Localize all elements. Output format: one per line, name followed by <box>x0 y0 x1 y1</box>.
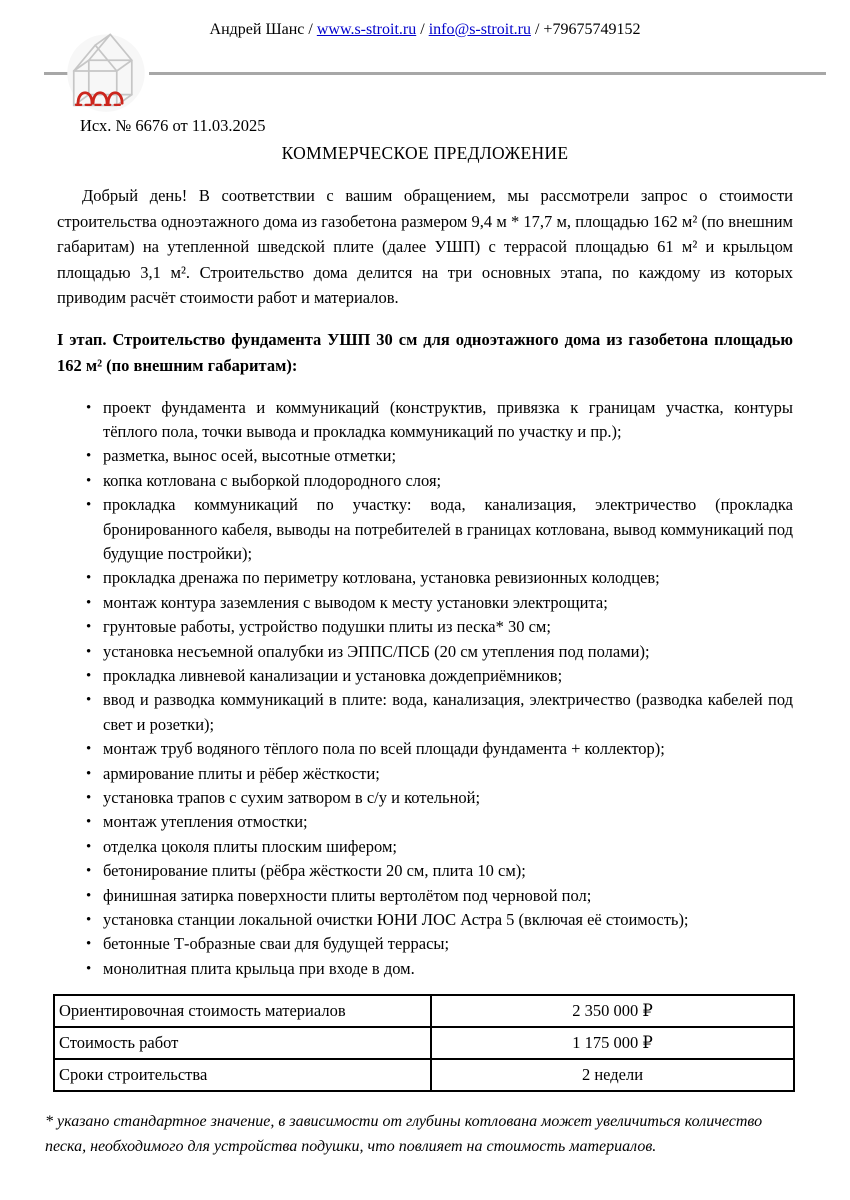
stage-1-heading: I этап. Строительство фундамента УШП 30 см для одноэтажного дома из газобетона площадью 162 м² (по внешним габаритам): <box>57 330 793 375</box>
cost-row-label: Стоимость работ <box>54 1027 431 1059</box>
cost-row-value: 1 175 000 ₽ <box>431 1027 794 1059</box>
list-item: • монтаж контура заземления с выводом к месту установки электрощита; <box>103 591 793 615</box>
list-item: • монтаж утепления отмостки; <box>103 810 793 834</box>
house-wireframe-icon <box>64 28 148 114</box>
list-item: • монтаж труб водяного тёплого пола по всей площади фундамента + коллектор); <box>103 737 793 761</box>
intro-paragraph: Добрый день! В соответствии с вашим обращением, мы рассмотрели запрос о стоимости строительства одноэтажного дома из газобетона размером 9,4 м * 17,7 м, площадью 162 м² (по внешним габаритам) на утепленной шведской плите (далее УШП) с террасой площадью 61 м² и крыльцом площадью 3,1 м². Строительство дома делится на три основных этапа, по каждому из которых приводим расчёт стоимости работ и материалов. <box>57 186 793 307</box>
company-logo <box>64 28 148 114</box>
separator: / <box>416 21 429 38</box>
separator: / <box>304 21 317 38</box>
list-item: • грунтовые работы, устройство подушки плиты из песка* 30 см; <box>103 615 793 639</box>
cost-row-value: 2 350 000 ₽ <box>431 995 794 1027</box>
list-item: • установка трапов с сухим затвором в с/у и котельной; <box>103 786 793 810</box>
list-item: • установка несъемной опалубки из ЭППС/ПСБ (20 см утепления под полами); <box>103 640 793 664</box>
list-item: • копка котлована с выборкой плодородного слоя; <box>103 469 793 493</box>
cost-row-label: Ориентировочная стоимость материалов <box>54 995 431 1027</box>
table-row <box>54 1059 794 1091</box>
list-item: • финишная затирка поверхности плиты вертолётом под черновой пол; <box>103 884 793 908</box>
table-row <box>54 995 794 1027</box>
list-item: • бетонирование плиты (рёбра жёсткости 20 см, плита 10 см); <box>103 859 793 883</box>
contact-name: Андрей Шанс <box>209 21 305 38</box>
list-item: • установка станции локальной очистки ЮНИ ЛОС Астра 5 (включая её стоимость); <box>103 908 793 932</box>
cost-summary-table <box>53 994 795 1092</box>
list-item: • прокладка коммуникаций по участку: вода, канализация, электричество (прокладка бронированного кабеля, выводы на потребителей в границах котлована, вывод коммуникаций под будущие постройки); <box>103 493 793 566</box>
list-item: • проект фундамента и коммуникаций (конструктив, привязка к границам участка, контуры тёплого пола, точки вывода и прокладка коммуникаций по участку и пр.); <box>103 396 793 445</box>
list-item: • отделка цоколя плиты плоским шифером; <box>103 835 793 859</box>
list-item: • монолитная плита крыльца при входе в дом. <box>103 957 793 981</box>
separator: / <box>530 21 544 38</box>
document-body <box>45 116 793 1159</box>
phone-number: +79675749152 <box>543 21 641 38</box>
outgoing-ref-line: Исх. № 6676 от 11.03.2025 <box>80 116 266 135</box>
list-item: • бетонные Т-образные сваи для будущей террасы; <box>103 932 793 956</box>
list-item: • прокладка ливневой канализации и установка дождеприёмников; <box>103 664 793 688</box>
cost-row-value: 2 недели <box>431 1059 794 1091</box>
list-item: • разметка, вынос осей, высотные отметки; <box>103 444 793 468</box>
list-item: • армирование плиты и рёбер жёсткости; <box>103 762 793 786</box>
header-rule-right <box>149 72 826 75</box>
stage-1-work-list <box>57 396 793 982</box>
table-row <box>54 1027 794 1059</box>
footnote-text: * указано стандартное значение, в зависимости от глубины котлована может увеличиться количество песка, необходимого для устройства подушки, что повлияет на стоимость материалов. <box>45 1113 763 1156</box>
site-link[interactable]: www.s-stroit.ru <box>316 21 417 38</box>
list-item: • прокладка дренажа по периметру котлована, установка ревизионных колодцев; <box>103 566 793 590</box>
cost-row-label: Сроки строительства <box>54 1059 431 1091</box>
list-item: • ввод и разводка коммуникаций в плите: вода, канализация, электричество (разводка кабелей под свет и розетки); <box>103 688 793 737</box>
document-title: КОММЕРЧЕСКОЕ ПРЕДЛОЖЕНИЕ <box>281 143 569 163</box>
email-link[interactable]: info@s-stroit.ru <box>428 21 531 38</box>
